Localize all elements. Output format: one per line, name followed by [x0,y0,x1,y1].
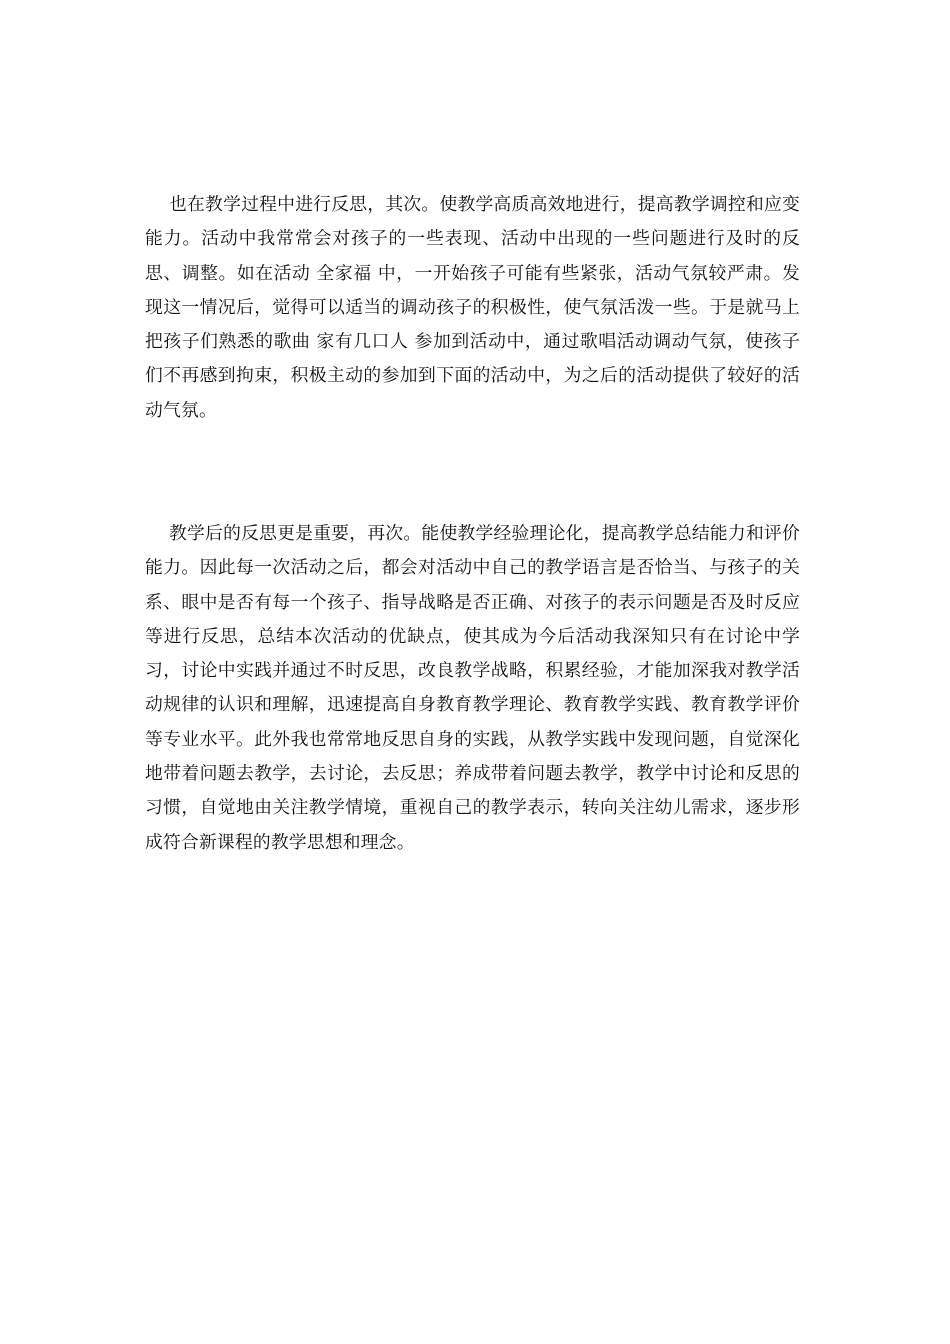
paragraph-in-class-reflection: 也在教学过程中进行反思，其次。使教学高质高效地进行，提高教学调控和应变能力。活动中我常常会对孩子的一些表现、活动中出现的一些问题进行及时的反思、调整。如在活动 全家福 中，一开始孩子可能有些紧张，活动气氛较严肃。发现这一情况后，觉得可以适当的调动孩子的积极性，使气氛活泼一些。于是就马上把孩子们熟悉的歌曲 家有几口人 参加到活动中，通过歌唱活动调动气氛，使孩子们不再感到拘束，积极主动的参加到下面的活动中，为之后的活动提供了较好的活动气氛。 [145,194,800,421]
paragraph-post-class-reflection: 教学后的反思更是重要，再次。能使教学经验理论化，提高教学总结能力和评价能力。因此每一次活动之后，都会对活动中自己的教学语言是否恰当、与孩子的关系、眼中是否有每一个孩子、指导战略是否正确、对孩子的表示问题是否及时反应等进行反思，总结本次活动的优缺点，使其成为今后活动我深知只有在讨论中学习，讨论中实践并通过不时反思，改良教学战略，积累经验，才能加深我对教学活动规律的认识和理解，迅速提高自身教育教学理论、教育教学实践、教育教学评价等专业水平。此外我也常常地反思自身的实践，从教学实践中发现问题，自觉深化地带着问题去教学，去讨论，去反思；养成带着问题去教学，教学中讨论和反思的习惯，自觉地由关注教学情境，重视自己的教学表示，转向关注幼儿需求，逐步形成符合新课程的教学思想和理念。 [145,523,800,853]
